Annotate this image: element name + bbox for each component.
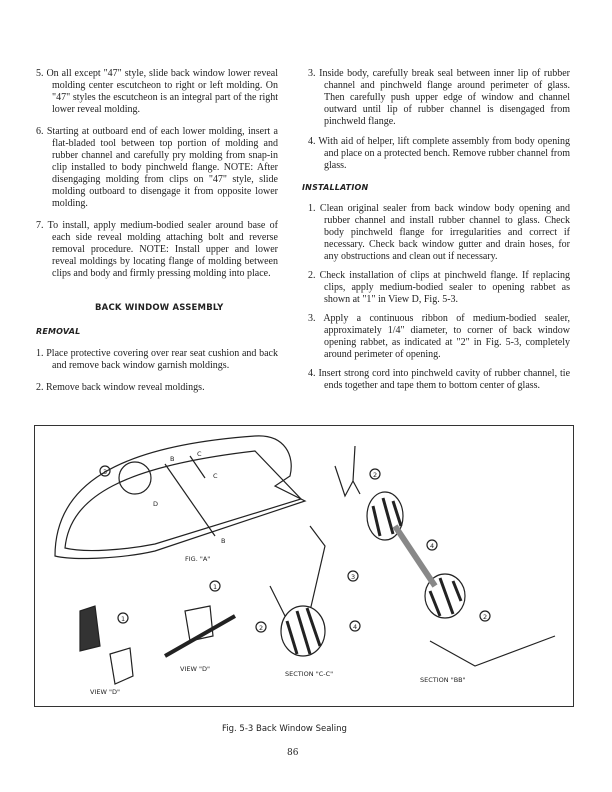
back-window-sealing-figure — [34, 425, 574, 707]
figure-caption: Fig. 5-3 Back Window Sealing — [222, 724, 347, 734]
molding-flange — [165, 616, 235, 656]
step-text: Insert strong cord into pinchweld cavity of rubber channel, tie ends together and tape them to bottom center of glass. — [318, 368, 571, 391]
label-d: D — [153, 500, 159, 508]
view-d-label-2: VIEW "D" — [90, 688, 120, 696]
install-step-1 — [308, 203, 570, 263]
step-4 — [308, 136, 570, 172]
callout-3-text: 3 — [351, 573, 356, 581]
step-text: Inside body, carefully break seal between inner lip of rubber channel and pinchweld flange around perimeter of glass. Then carefully push upper edge of window and channel outward until lip of rubber channel is disengaged from pinchweld flange. — [319, 68, 570, 127]
step-number: 6. — [36, 126, 44, 137]
callout-1-text: 1 — [213, 583, 218, 591]
step-5 — [36, 68, 278, 116]
pinchweld-bb — [335, 446, 360, 496]
step-number: 5. — [36, 68, 44, 79]
step-number: 3. — [308, 68, 316, 79]
window-reveal-molding — [65, 451, 301, 551]
callout-1-text: 1 — [121, 615, 126, 623]
view-d-label-1: VIEW "D" — [180, 665, 210, 673]
step-number: 2. — [308, 270, 316, 281]
removal-step-2 — [36, 382, 278, 394]
step-number: 1. — [308, 203, 316, 214]
install-step-4 — [308, 368, 570, 392]
step-text: Remove back window reveal moldings. — [46, 382, 205, 393]
glass-edge — [395, 526, 435, 586]
label-c-bottom: C — [213, 472, 218, 480]
figure-illustration — [35, 426, 573, 706]
view-d-circle — [119, 462, 151, 494]
step-number: 7. — [36, 220, 44, 231]
page-number: 86 — [287, 748, 299, 758]
callout-4-text: 4 — [430, 542, 435, 550]
step-text: Starting at outboard end of each lower molding, insert a flat-bladed tool between top portion of molding and rubber channel and carefully pry molding from snap-in clip installed to body pinchweld flange. NOTE: After disengaging molding from clips on "47" style, slide molding outboard to disengage it from opposite lower molding. — [46, 126, 278, 209]
clip-part — [110, 648, 133, 684]
label-b-top: B — [170, 455, 175, 463]
install-step-3 — [308, 313, 570, 361]
installation-subhead: INSTALLATION — [302, 183, 369, 192]
callout-4-text: 4 — [353, 623, 358, 631]
section-bb-label: SECTION "BB" — [420, 676, 466, 684]
callout-2-text: 2 — [259, 624, 264, 632]
step-number: 2. — [36, 382, 44, 393]
step-text: Check installation of clips at pinchweld flange. If replacing clips, apply medium-bodied sealer to opening rabbet as shown at "1" in View D, Fig. 5-3. — [319, 270, 571, 305]
step-number: 1. — [36, 348, 44, 359]
label-b-bottom: B — [221, 537, 226, 545]
body-panel-bb — [430, 636, 555, 666]
step-7 — [36, 220, 278, 280]
section-cc-label: SECTION "C-C" — [285, 670, 334, 678]
callout-2-text: 2 — [373, 471, 378, 479]
step-number: 3. — [308, 313, 316, 324]
back-window-outline — [55, 436, 305, 559]
pinchweld-cc — [270, 526, 325, 616]
callout-3-text: 3 — [103, 468, 108, 476]
right-column — [302, 68, 571, 392]
step-number: 4. — [308, 136, 316, 147]
fig-a-label: FIG. "A" — [185, 555, 211, 563]
clip-sealer — [80, 606, 100, 651]
section-title: BACK WINDOW ASSEMBLY — [95, 303, 224, 313]
step-number: 4. — [308, 368, 316, 379]
step-text: On all except "47" style, slide back window lower reveal molding center escutcheon to right or left molding. On "47" styles the escutcheon is an integral part of the right lower reveal molding. — [46, 68, 278, 115]
section-b-line — [165, 464, 215, 536]
callout-2-text: 2 — [483, 613, 488, 621]
step-text: To install, apply medium-bodied sealer around base of each side reveal molding attaching bolt and reverse removal procedure. NOTE: Install upper and lower reveal moldings by locating flange of molding between clips and body and firmly pressing molding into place. — [47, 220, 278, 279]
removal-subhead: REMOVAL — [36, 327, 81, 336]
removal-step-1 — [36, 348, 278, 372]
label-c-top: C — [197, 450, 202, 458]
step-text: Place protective covering over rear seat cushion and back and remove back window garnish moldings. — [46, 348, 278, 371]
left-column — [36, 68, 278, 394]
step-text: Apply a continuous ribbon of medium-bodied sealer, approximately 1/4" diameter, to corner of back window opening rabbet, as indicated at "2" in Fig. 5-3, completely around perimeter of opening. — [323, 313, 570, 360]
step-3 — [308, 68, 570, 128]
step-text: Clean original sealer from back window body opening and rubber channel and install rubber channel to glass. Check body pinchweld flange for irregularities and correct if necessary. Check back window gutter and drain hoses, for any obstructions and clean out if necessary. — [319, 203, 571, 262]
step-6 — [36, 126, 278, 210]
step-text: With aid of helper, lift complete assembly from body opening and place on a protected bench. Remove rubber channel from glass. — [318, 136, 571, 171]
install-step-2 — [308, 270, 570, 306]
